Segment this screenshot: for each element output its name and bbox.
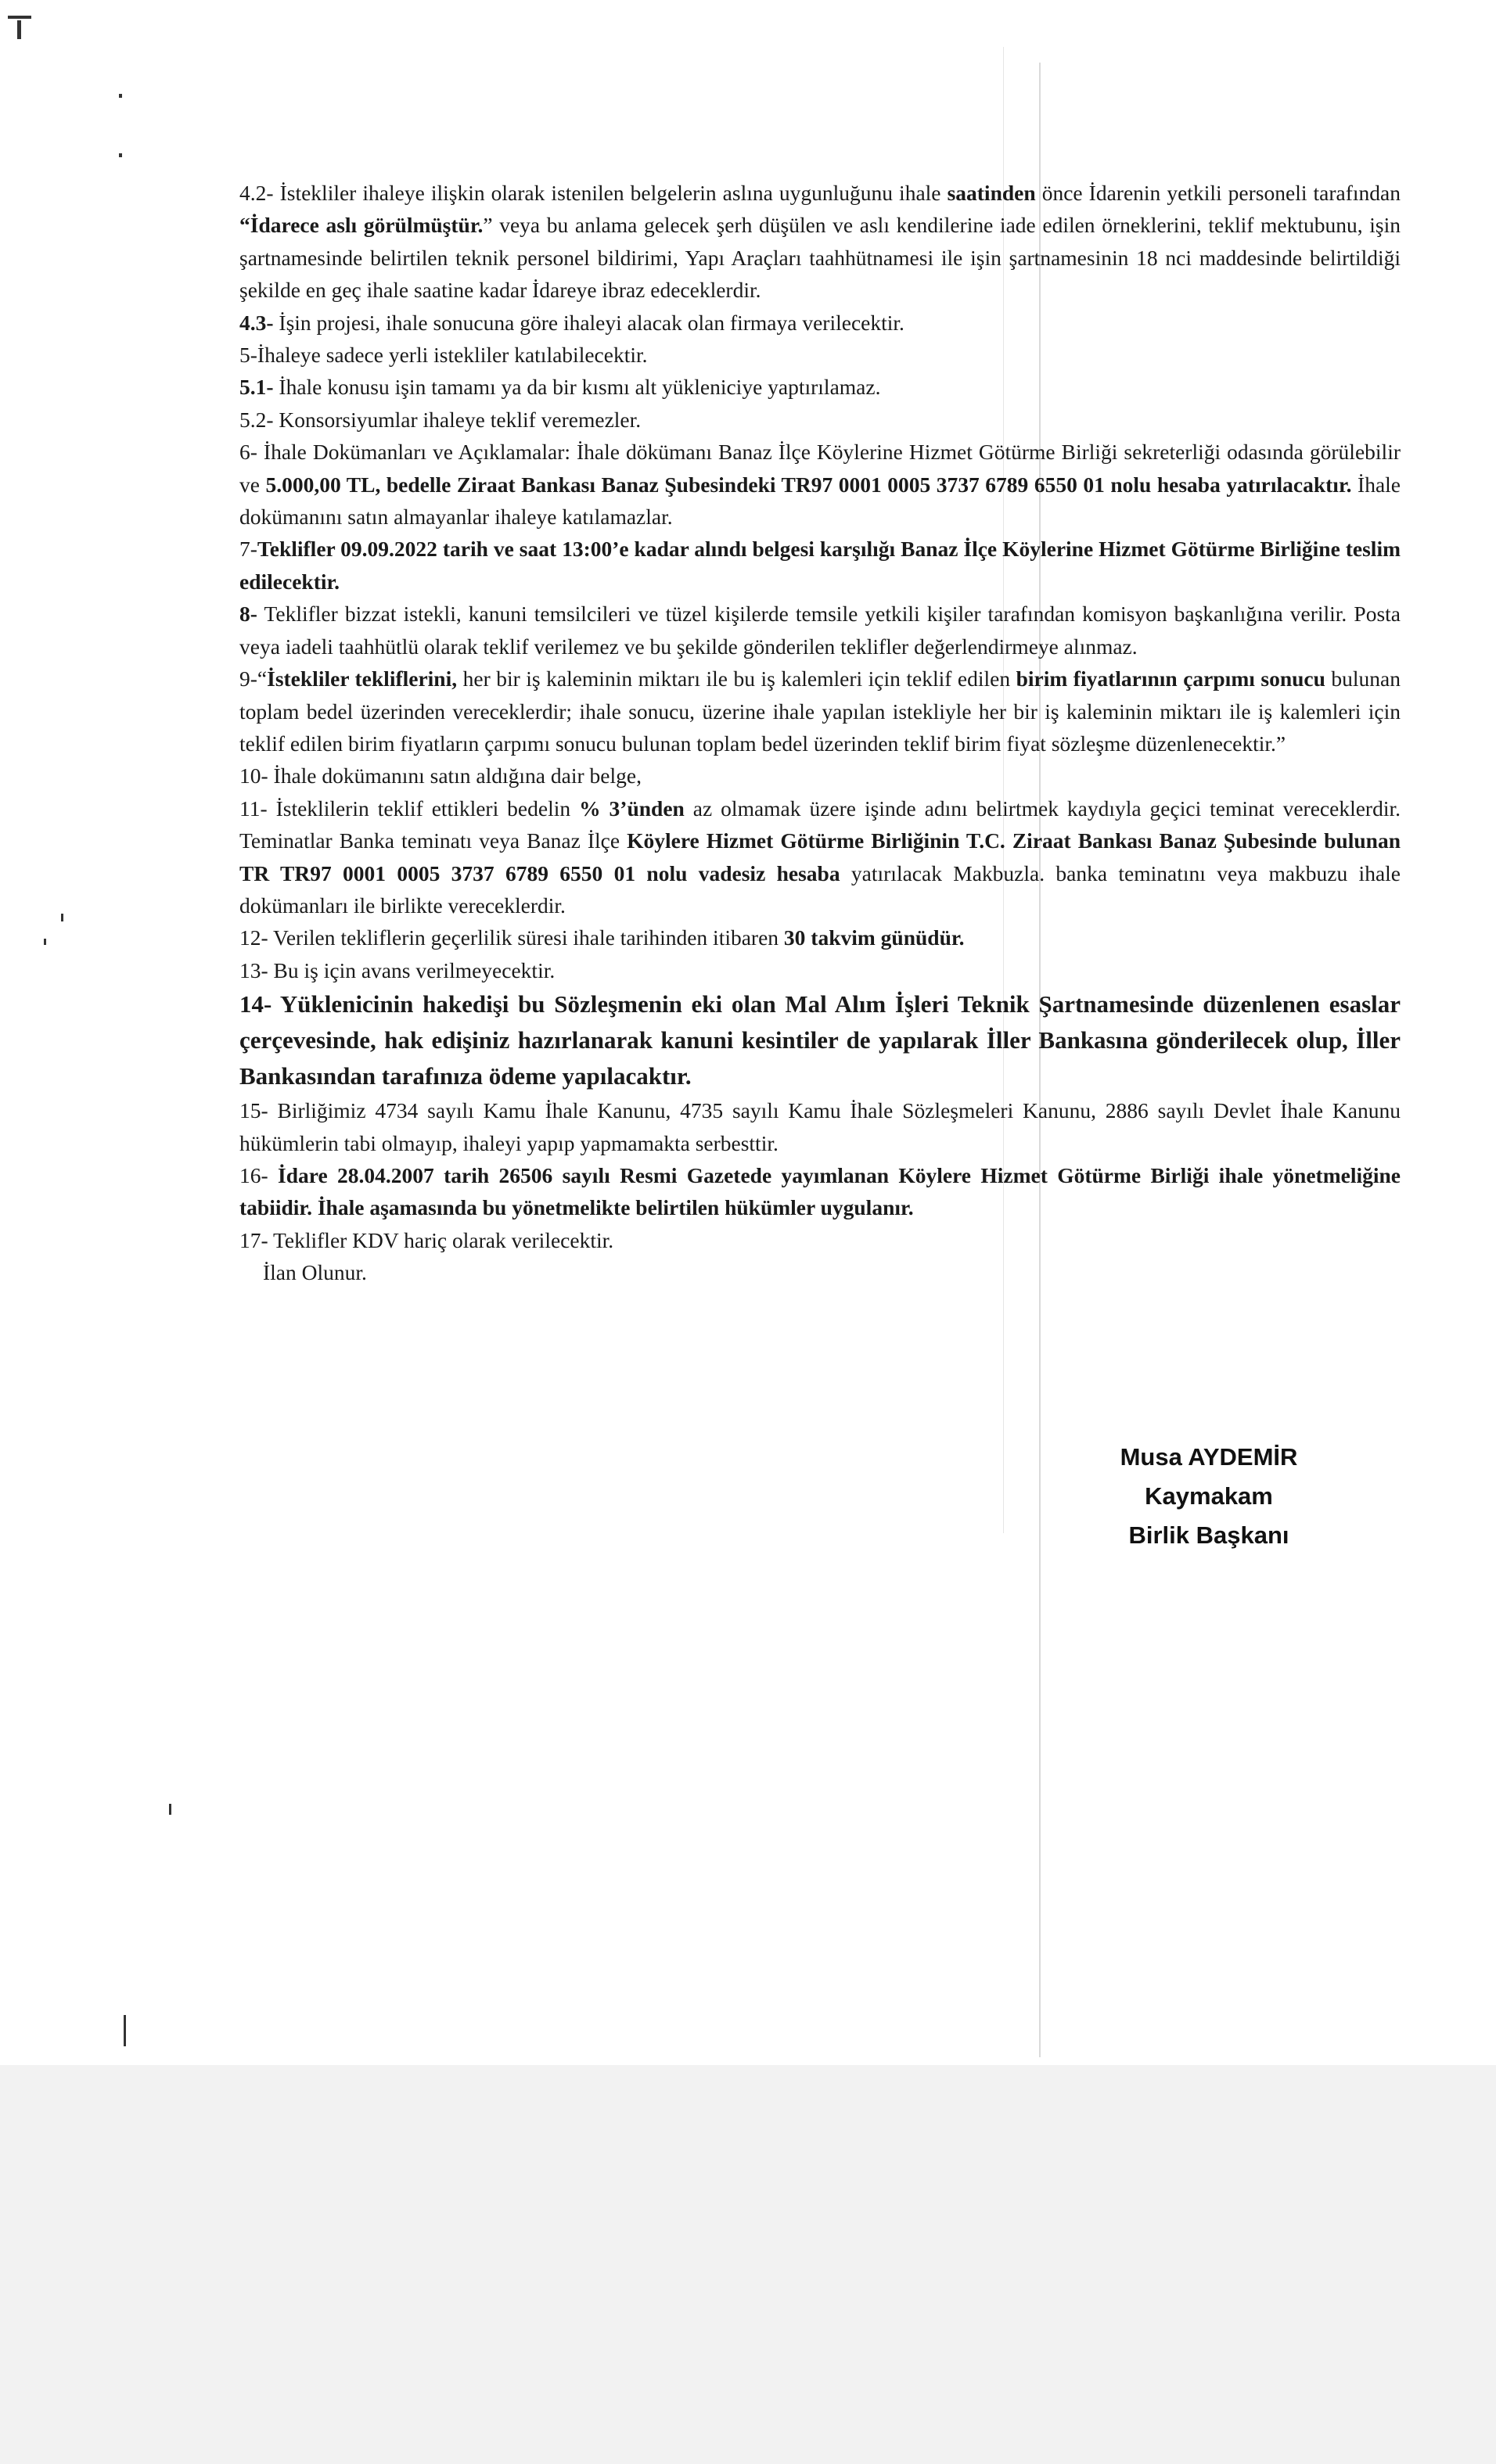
item-5-1: 5.1- İhale konusu işin tamamı ya da bir kısmı alt yükleniciye yaptırılamaz. — [239, 375, 881, 400]
item-9: 9-“İstekliler tekliflerini, her bir iş kaleminin miktarı ile bu iş kalemleri için teklif edilen birim fiyatlarının çarpımı sonucu bulunan toplam bedel üzerinden vereceklerdir; ihale sonucu, üzerine ihale yapılan istekliyle her bir iş kaleminin miktarı ile iş kalemleri için teklif edilen birim fiyatların çarpımı sonucu bulunan toplam bedel üzerinden teklif birim fiyat sözleşme düzenlenecektir.” — [239, 666, 1401, 756]
scan-mark-edge — [124, 2015, 126, 2046]
scan-margin — [0, 2065, 1496, 2464]
item-10: 10- İhale dokümanını satın aldığına dair belge, — [239, 763, 642, 788]
scan-mark-corner — [17, 20, 21, 39]
item-5-2: 5.2- Konsorsiyumlar ihaleye teklif veremezler. — [239, 407, 642, 432]
item-11: 11- İsteklilerin teklif ettikleri bedelin % 3’ünden az olmamak üzere işinde adını belirtmek kaydıyla geçici teminat vereceklerdir. Teminatlar Banka teminatı veya Banaz İlçe Köylere Hizmet Götürme Birliğinin T.C. Ziraat Bankası Banaz Şubesinde bulunan TR TR97 0001 0005 3737 6789 6550 01 nolu vadesiz hesaba yatırılacak Makbuzla. banka teminatını veya makbuzu ihale dokümanları ile birlikte vereceklerdir. — [239, 796, 1401, 918]
signer-name: Musa AYDEMİR — [1120, 1443, 1298, 1471]
closing-line: İlan Olunur. — [263, 1260, 367, 1285]
scan-mark-dot — [61, 914, 63, 921]
item-8: 8- Teklifler bizzat istekli, kanuni temsilcileri ve tüzel kişilerde temsile yetkili kişiler tarafından komisyon başkanlığına verilir. Posta veya iadeli taahhütlü olarak teklif verilemez ve bu şekilde gönderilen teklifler değerlendirmeye alınmaz. — [239, 602, 1401, 659]
scan-mark-dot — [169, 1804, 171, 1815]
item-5: 5-İhaleye sadece yerli istekliler katılabilecektir. — [239, 343, 648, 368]
item-4-2: 4.2- İstekliler ihaleye ilişkin olarak istenilen belgelerin aslına uygunluğunu ihale saatinden önce İdarenin yetkili personeli tarafından “İdarece aslı görülmüştür.” veya bu anlama gelecek şerh düşülen ve aslı kendilerine iade edilen örneklerini, teklif mektubunu, işin şartnamesinde belirtilen teknik personel bildirimi, Yapı Araçları taahhütnamesi ile işin şartnamesinin 18 nci maddesinde belirtildiği şekilde en geç ihale saatine kadar İdareye ibraz edeceklerdir. — [239, 181, 1401, 303]
scan-mark-dot — [119, 153, 122, 157]
signature-block — [1080, 1438, 1338, 1555]
signer-title: Kaymakam — [1145, 1482, 1273, 1510]
item-17: 17- Teklifler KDV hariç olarak verilecektir. — [239, 1227, 614, 1252]
item-7: 7-Teklifler 09.09.2022 tarih ve saat 13:00’e kadar alındı belgesi karşılığı Banaz İlçe Köylerine Hizmet Götürme Birliğine teslim edilecektir. — [239, 537, 1401, 594]
item-15: 15- Birliğimiz 4734 sayılı Kamu İhale Kanunu, 4735 sayılı Kamu İhale Sözleşmeleri Kanunu, 2886 sayılı Devlet İhale Kanunu hükümlerin tabi olmayıp, ihaleyi yapıp yapmamakta serbesttir. — [239, 1098, 1401, 1155]
item-12: 12- Verilen tekliflerin geçerlilik süresi ihale tarihinden itibaren 30 takvim günüdür. — [239, 925, 965, 950]
item-16: 16- İdare 28.04.2007 tarih 26506 sayılı Resmi Gazetede yayımlanan Köylere Hizmet Götürme Birliği ihale yönetmeliğine tabiidir. İhale aşamasında bu yönetmelikte belirtilen hükümler uygulanır. — [239, 1162, 1401, 1220]
scan-mark-dot — [44, 939, 46, 945]
signer-role: Birlik Başkanı — [1128, 1521, 1289, 1549]
scan-mark-dot — [119, 94, 122, 98]
scan-mark-corner — [8, 16, 31, 19]
item-6: 6- İhale Dokümanları ve Açıklamalar: İhale dökümanı Banaz İlçe Köylerine Hizmet Götürme Birliği sekreterliği odasında görülebilir ve 5.000,00 TL, bedelle Ziraat Bankası Banaz Şubesindeki TR97 0001 0005 3737 6789 6550 01 nolu hesaba yatırılacaktır. İhale dokümanını satın almayanlar ihaleye katılamazlar. — [239, 440, 1401, 530]
item-14: 14- Yüklenicinin hakedişi bu Sözleşmenin eki olan Mal Alım İşleri Teknik Şartnamesinde düzenlenen esaslar çerçevesinde, hak edişiniz hazırlanarak kanuni kesintiler de yapılarak İller Bankasına gönderilecek olup, İller Bankasından tarafınıza ödeme yapılacaktır. — [239, 990, 1401, 1090]
document-body — [239, 177, 1401, 1289]
item-13: 13- Bu iş için avans verilmeyecektir. — [239, 957, 556, 982]
item-4-3: 4.3- İşin projesi, ihale sonucuna göre ihaleyi alacak olan firmaya verilecektir. — [239, 310, 904, 335]
